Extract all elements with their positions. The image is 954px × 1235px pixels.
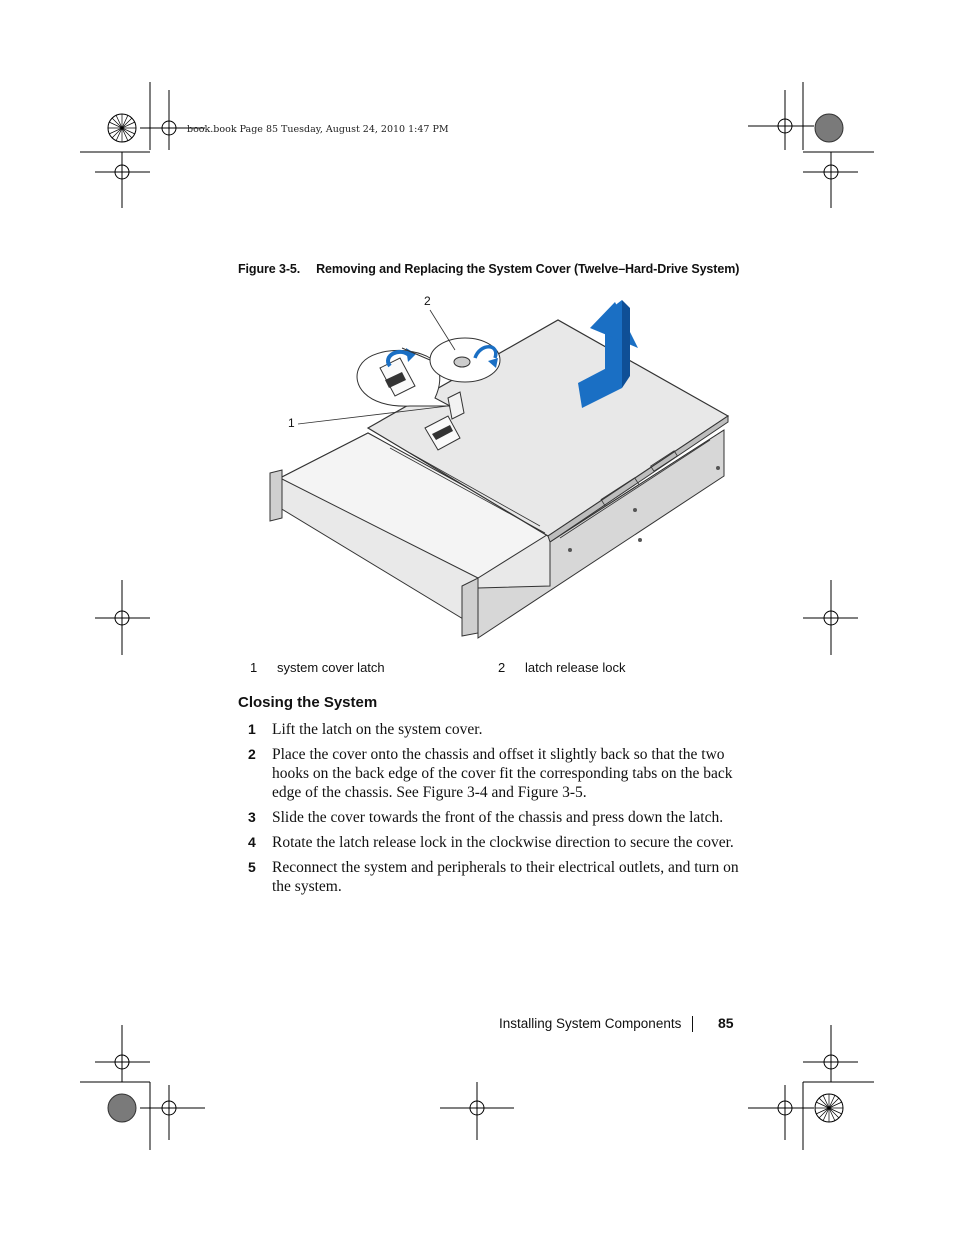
- step-number: 2: [248, 746, 256, 762]
- callout-2: 2: [424, 294, 431, 308]
- front-bezel-right: [462, 578, 478, 636]
- list-item: [248, 833, 748, 852]
- figure-title: Removing and Replacing the System Cover (Twelve–Hard-Drive System): [316, 262, 740, 276]
- legend-item-1: [250, 660, 385, 675]
- legend-num: 1: [250, 660, 258, 675]
- step-number: 3: [248, 809, 256, 825]
- figure-caption: [238, 262, 739, 276]
- step-text: Reconnect the system and peripherals to their electrical outlets, and turn on the system.: [272, 859, 739, 895]
- step-number: 1: [248, 721, 256, 737]
- step-number: 5: [248, 859, 256, 875]
- step-text: Rotate the latch release lock in the clockwise direction to secure the cover.: [272, 834, 734, 851]
- page-number: 85: [718, 1015, 734, 1031]
- list-item: [248, 745, 748, 802]
- figure-number: Figure 3-5.: [238, 262, 301, 276]
- legend-label: latch release lock: [525, 660, 626, 675]
- step-text: Slide the cover towards the front of the chassis and press down the latch.: [272, 809, 724, 826]
- step-number: 4: [248, 834, 256, 850]
- legend-num: 2: [498, 660, 506, 675]
- list-item: [248, 858, 748, 896]
- step-text: Lift the latch on the system cover.: [272, 721, 483, 738]
- system-cover-illustration: [250, 288, 740, 638]
- list-item: [248, 720, 748, 739]
- footer-divider: [692, 1016, 693, 1032]
- step-text: Place the cover onto the chassis and offset it slightly back so that the two hooks on the back edge of the cover fit the corresponding tabs on the back edge of the chassis. See Figure 3-4 and Figure 3-5.: [272, 746, 733, 801]
- legend-label: system cover latch: [277, 660, 385, 675]
- list-item: [248, 808, 748, 827]
- callout-1: 1: [288, 416, 295, 430]
- steps-list: [248, 720, 748, 902]
- print-header: book.book Page 85 Tuesday, August 24, 2010 1:47 PM: [187, 124, 449, 135]
- footer-chapter: Installing System Components: [499, 1016, 682, 1031]
- front-bezel: [270, 470, 282, 521]
- section-heading: Closing the System: [238, 694, 378, 711]
- legend-item-2: [498, 660, 625, 675]
